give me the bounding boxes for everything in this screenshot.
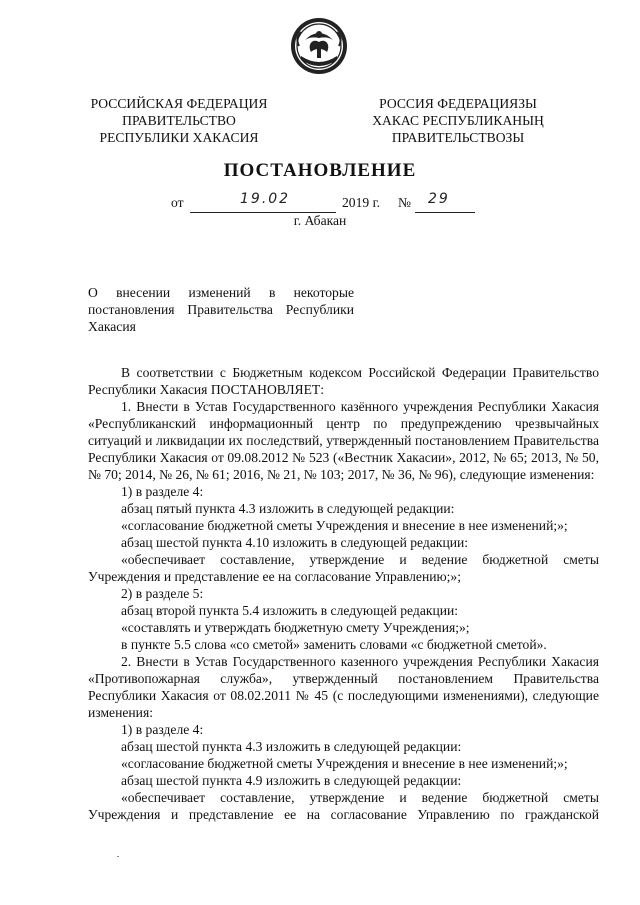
body-paragraph: «согласование бюджетной сметы Учреждения и внесение в нее изменений;»; [121, 518, 568, 533]
body-paragraph: «обеспечивает составление, утверждение и ведение бюджетной сметы Учреждения и представление ее на согласование Управлению по гражданской [88, 790, 599, 822]
body-paragraph: 1) в разделе 4: [121, 722, 204, 737]
date-line [0, 193, 640, 213]
subject-line: О внесении изменений в некоторые [88, 285, 354, 300]
body-paragraph: «обеспечивает составление, утверждение и ведение бюджетной сметы Учреждения и представление ее на согласование Управлению;»; [88, 552, 599, 584]
coat-of-arms-emblem [289, 16, 349, 76]
body-paragraph: 2) в разделе 5: [121, 586, 204, 601]
body-paragraph: 1) в разделе 4: [121, 484, 204, 499]
body-paragraph: абзац второй пункта 5.4 изложить в следующей редакции: [121, 603, 459, 618]
body-paragraph: «согласование бюджетной сметы Учреждения и внесение в нее изменений;»; [121, 756, 568, 771]
date-prefix: от [171, 195, 184, 210]
body-paragraph: 1. Внести в Устав Государственного казённого учреждения Республики Хакасия «Республиканский информационный центр по предупреждению чрезвычайных ситуаций и ликвидации их последствий, утвержденный постановлением Правительства Республики Хакасия от 09.08.2012 № 523 («Вестник Хакасии», 2012, № 65; 2013, № 50, № 70; 2014, № 26, № 61; 2016, № 21, № 103; 2017, № 36, № 96), следующие изменения: [88, 399, 599, 482]
header-left-line: РОССИЙСКАЯ ФЕДЕРАЦИЯ [90, 96, 268, 111]
subject-line: Хакасия [88, 319, 136, 334]
body-paragraph: В соответствии с Бюджетным кодексом Российской Федерации Правительство Республики Хакасия ПОСТАНОВЛЯЕТ: [88, 365, 599, 397]
page-mark [117, 856, 119, 857]
header-right-line: ПРАВИТЕЛЬСТВОЗЫ [391, 130, 525, 145]
year-label: 2019 г. [342, 195, 381, 210]
subject-block [88, 284, 354, 335]
number-sign: № [398, 195, 411, 210]
body-paragraph: абзац пятый пункта 4.3 изложить в следующей редакции: [121, 501, 455, 516]
body-paragraph: абзац шестой пункта 4.10 изложить в следующей редакции: [121, 535, 469, 550]
city-label: г. Абакан [293, 213, 347, 228]
body-paragraph: «составлять и утверждать бюджетную смету Учреждения;»; [121, 620, 470, 635]
handwritten-date: 19.02 [240, 191, 291, 207]
header-left-line: ПРАВИТЕЛЬСТВО [122, 113, 236, 128]
subject-line: постановления Правительства Республики [88, 302, 354, 317]
body-paragraph: 2. Внести в Устав Государственного казенного учреждения Республики Хакасия «Противопожарная служба», утвержденный постановлением Правительства Республики Хакасия от 08.02.2011 № 45 (с последующими изменениями), следующие изменения: [88, 654, 599, 720]
header-left [59, 95, 299, 146]
header-right-line: ХАКАС РЕСПУБЛИКАНЫҢ [372, 113, 544, 128]
document-title: ПОСТАНОВЛЕНИЕ [223, 160, 417, 181]
document-body [88, 364, 599, 823]
body-paragraph: в пункте 5.5 слова «со сметой» заменить словами «с бюджетной сметой». [121, 637, 547, 652]
body-paragraph: абзац шестой пункта 4.3 изложить в следующей редакции: [121, 739, 462, 754]
header-left-line: РЕСПУБЛИКИ ХАКАСИЯ [99, 130, 259, 145]
body-paragraph: абзац шестой пункта 4.9 изложить в следующей редакции: [121, 773, 462, 788]
header-right-line: РОССИЯ ФЕДЕРАЦИЯЗЫ [379, 96, 537, 111]
handwritten-number: 29 [428, 191, 450, 207]
header-right [338, 95, 578, 146]
